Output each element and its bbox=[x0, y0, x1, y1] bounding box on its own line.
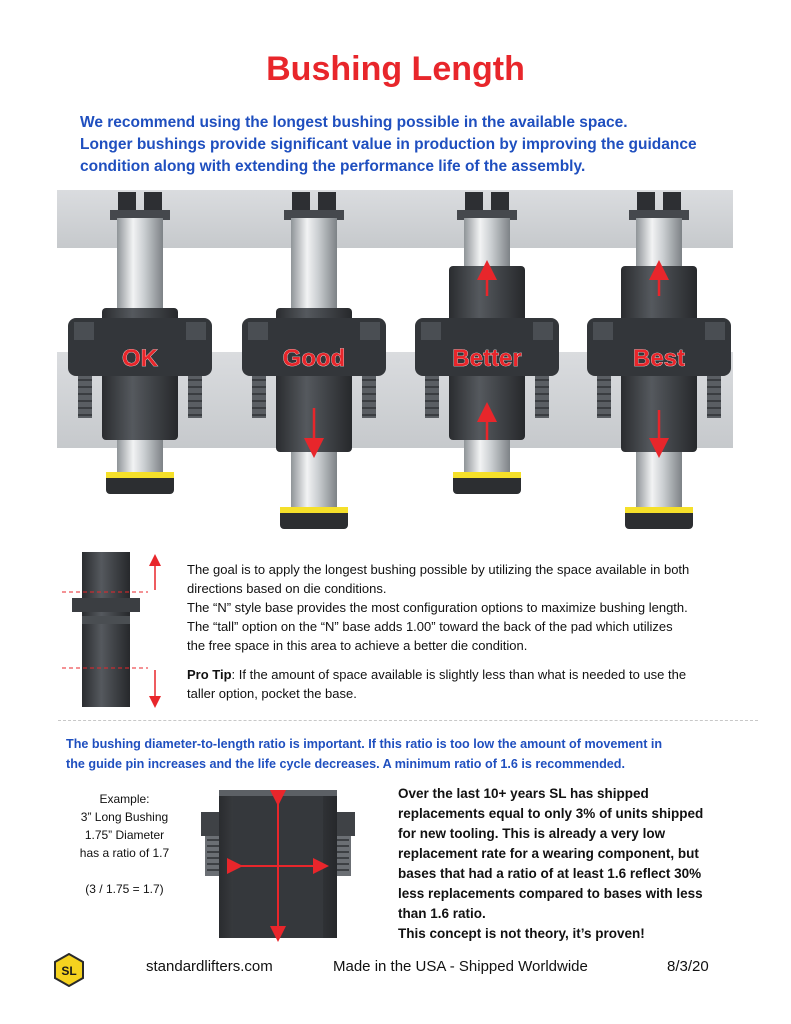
stat-line: replacements equal to only 3% of units shipped bbox=[398, 806, 704, 821]
stat-line: replacement rate for a wearing component, but bbox=[398, 846, 699, 861]
stat-line: This concept is not theory, it’s proven! bbox=[398, 926, 645, 941]
intro-paragraph bbox=[80, 112, 740, 178]
pro-tip-text: : If the amount of space available is slightly less than what is needed to use the bbox=[231, 667, 687, 682]
pro-tip-label: Pro Tip bbox=[187, 667, 232, 682]
goal-line: The “N” style base provides the most configuration options to maximize bushing length. bbox=[187, 600, 688, 615]
n-style-base-diagram bbox=[62, 552, 172, 712]
goal-line: The goal is to apply the longest bushing possible by utilizing the space available in both bbox=[187, 562, 690, 577]
example-calculation: (3 / 1.75 = 1.7) bbox=[85, 882, 164, 896]
ratio-note bbox=[66, 734, 756, 774]
footer-date: 8/3/20 bbox=[667, 958, 709, 975]
assembly-label: Better bbox=[452, 345, 522, 372]
assembly-label: Good bbox=[282, 345, 346, 372]
intro-line: We recommend using the longest bushing possible in the available space. bbox=[80, 114, 628, 131]
goal-line: the free space in this area to achieve a better die condition. bbox=[187, 638, 528, 653]
pro-tip bbox=[187, 665, 747, 684]
pro-tip-text: taller option, pocket the base. bbox=[187, 686, 357, 701]
ratio-note-line: The bushing diameter-to-length ratio is important. If this ratio is too low the amount of movement in bbox=[66, 737, 663, 751]
example-line: Example: bbox=[99, 792, 150, 806]
example-line: 1.75” Diameter bbox=[84, 828, 165, 842]
page-title: Bushing Length bbox=[266, 50, 525, 88]
ratio-example bbox=[52, 790, 197, 898]
example-line: has a ratio of 1.7 bbox=[79, 846, 170, 860]
footer-website: standardlifters.com bbox=[146, 958, 273, 975]
logo-text: SL bbox=[61, 964, 77, 978]
stat-line: less replacements compared to bases with less bbox=[398, 886, 703, 901]
ratio-note-line: the guide pin increases and the life cycle decreases. A minimum ratio of 1.6 is recommended. bbox=[66, 757, 625, 771]
stat-line: bases that had a ratio of at least 1.6 reflect 30% bbox=[398, 866, 702, 881]
bushing-comparison-illustration bbox=[57, 190, 733, 550]
intro-line: Longer bushings provide significant value in production by improving the guidance bbox=[80, 136, 697, 153]
intro-line: condition along with extending the performance life of the assembly. bbox=[80, 158, 586, 175]
stat-line: Over the last 10+ years SL has shipped bbox=[398, 786, 649, 801]
section-divider bbox=[58, 720, 758, 721]
stat-line: for new tooling. This is already a very low bbox=[398, 826, 666, 841]
footer-tagline: Made in the USA - Shipped Worldwide bbox=[333, 958, 588, 975]
goal-description bbox=[187, 560, 747, 703]
assembly-label: OK bbox=[122, 345, 158, 372]
assembly-label: Best bbox=[632, 345, 686, 372]
stat-line: than 1.6 ratio. bbox=[398, 906, 486, 921]
sl-logo bbox=[52, 953, 86, 987]
replacement-statistic bbox=[398, 784, 748, 944]
bushing-cross-section-diagram bbox=[195, 782, 385, 942]
goal-line: The “tall” option on the “N” base adds 1.00” toward the back of the pad which utilizes bbox=[187, 619, 673, 634]
goal-line: directions based on die conditions. bbox=[187, 581, 387, 596]
example-line: 3” Long Bushing bbox=[80, 810, 169, 824]
